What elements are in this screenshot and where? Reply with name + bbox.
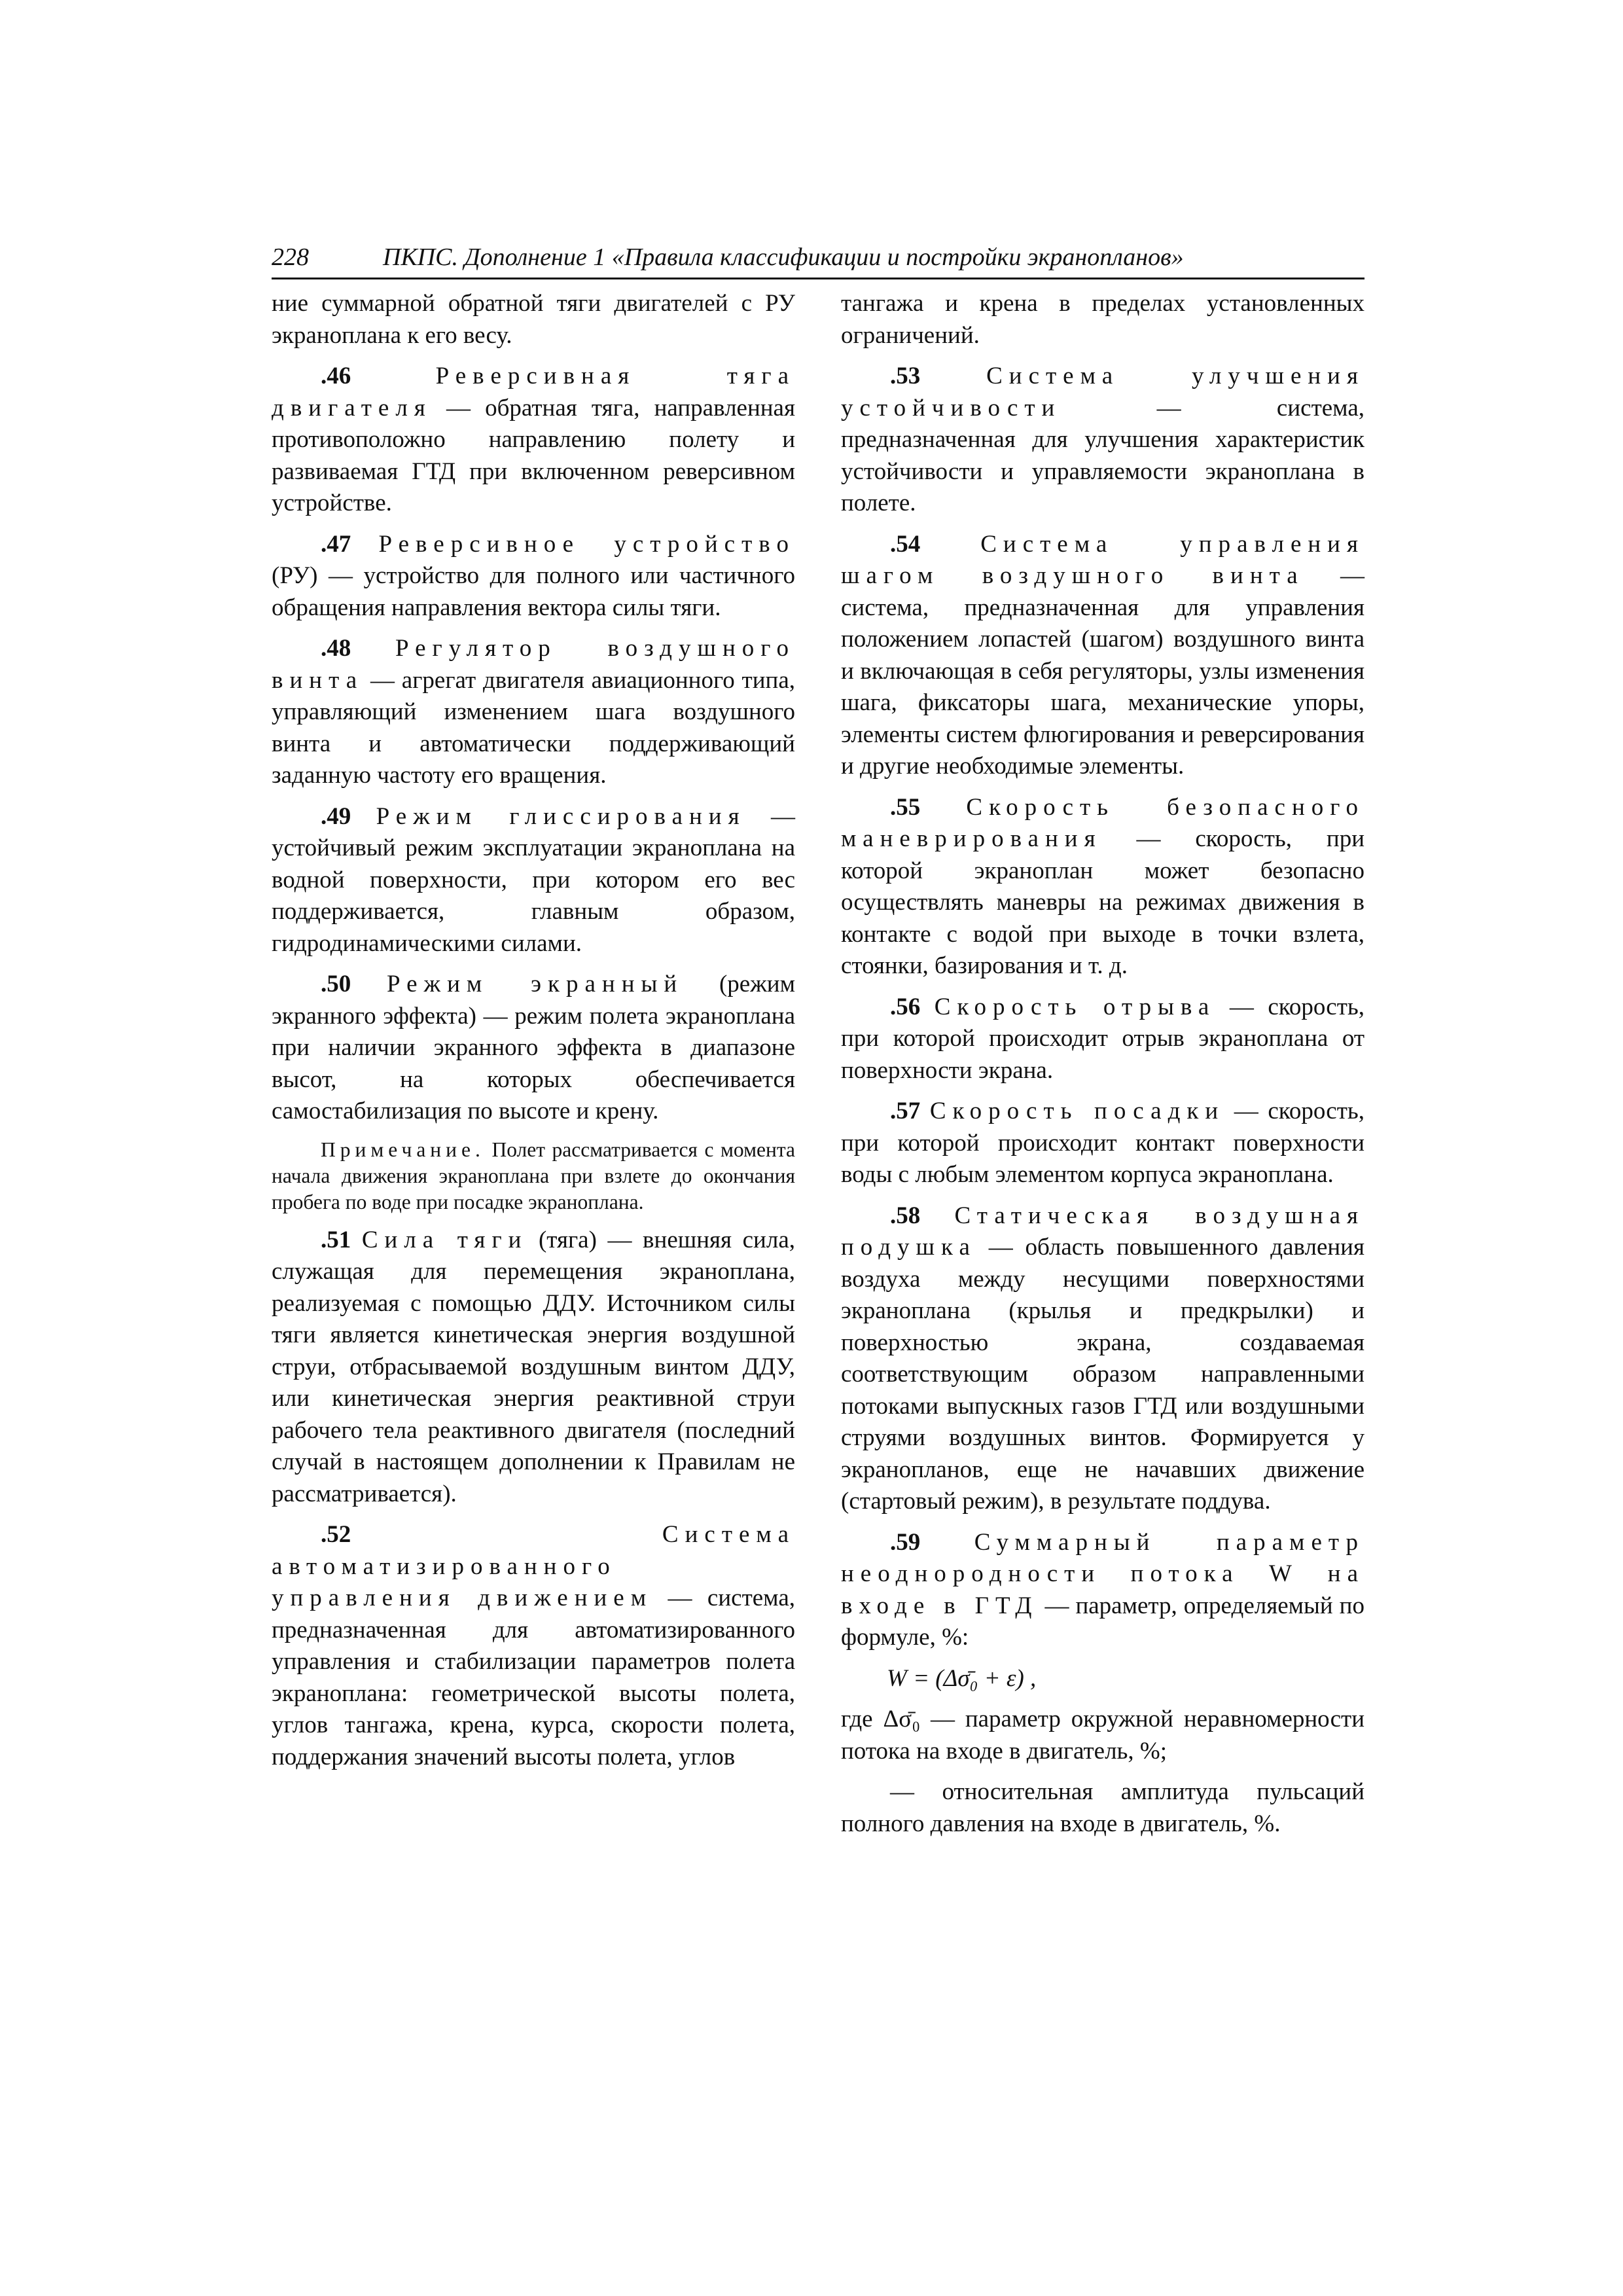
formula: W = (Δσ̄₀ + ε) , xyxy=(887,1664,1037,1692)
definition-text: (режим экранного эффекта) — режим полета экраноплана при наличии экранного эффекта в диапазоне высот, на которых обеспечивается самостабилизация по высоте и крену. xyxy=(272,971,795,1124)
definition-text: — система, предназначенная для управления положением лопастей (шагом) воздушного винта и включающая в себя регуляторы, узлы изменения шага, фиксаторы шага, механические упоры, элементы систем флюгирования и реверсирования и другие необходимые элементы. xyxy=(841,562,1365,780)
definition-49 xyxy=(272,801,795,960)
defined-term: Скорость посадки xyxy=(929,1098,1225,1124)
defined-term: Система улучшения устойчивости xyxy=(841,363,1364,422)
defined-term: Система управления шагом воздушного винта xyxy=(841,530,1364,589)
definition-58 xyxy=(841,1200,1364,1518)
defined-term: Скорость отрыва xyxy=(934,993,1216,1020)
paragraph-continuation: тангажа и крена в пределах установленных ограничений. xyxy=(841,290,1364,349)
defined-term: Сила тяги xyxy=(361,1226,528,1253)
clause-number: .57 xyxy=(890,1098,921,1124)
definition-text: — устойчивый режим эксплуатации экраноплана на водной поверхности, при котором его вес поддерживается, главным образом, гидродинамическими силами. xyxy=(272,802,795,957)
clause-number: .46 xyxy=(321,363,351,389)
definition-text: — система, предназначенная для улучшения характеристик устойчивости и управляемости экраноплана в полете. xyxy=(841,394,1364,516)
definition-59 xyxy=(841,1527,1364,1654)
paragraph-continuation: ние суммарной обратной тяги двигателей с РУ экраноплана к его весу. xyxy=(272,290,795,349)
clause-number: .55 xyxy=(890,793,921,821)
definition-53 xyxy=(841,361,1364,520)
defined-term: Режим глиссирования xyxy=(376,802,746,830)
definition-text: (тяга) — внешняя сила, служащая для перемещения экраноплана, реализуемая с помощью ДДУ. Источником силы тяги является кинетическая энергия воздушной струи, отбрасываемой воздушным винтом ДДУ, или кинетическая энергия реактивной струи рабочего тела реактивного двигателя (последний случай в настоящем дополнении к Правилам не рассматривается). xyxy=(272,1226,795,1507)
defined-term: Реверсивное устройство xyxy=(378,530,795,558)
note-text: Полет рассматривается с момента начала движения экраноплана при взлете до окончания пробега по воде при посадке экраноплана. xyxy=(272,1138,795,1213)
definition-text: — система, предназначенная для автоматизированного управления и стабилизации параметров полета экраноплана: геометрической высоты полета, углов тангажа, крена, курса, скорости полета, поддержания значений высоты полета, углов xyxy=(272,1585,795,1770)
left-column xyxy=(272,288,795,1782)
clause-number: .53 xyxy=(890,363,921,389)
definition-55 xyxy=(841,792,1364,982)
defined-term: Скорость безопасного маневрирования xyxy=(841,793,1364,852)
definition-47 xyxy=(272,529,795,624)
definition-57 xyxy=(841,1096,1364,1191)
defined-term: Суммарный параметр неоднородности потока W на входе в ГТД xyxy=(841,1528,1364,1619)
clause-number: .58 xyxy=(890,1202,921,1229)
definition-56 xyxy=(841,992,1364,1087)
page-number: 228 xyxy=(272,243,309,271)
definition-text: (РУ) — устройство для полного или частичного обращения направления вектора силы тяги. xyxy=(272,562,795,621)
definition-text: — область повышенного давления воздуха между несущими поверхностями экраноплана (крылья и предкрылки) и поверхностью экрана, создаваемая соответствующим образом направленными потоками выпускных газов ГТД или воздушными струями воздушных винтов. Формируется у экранопланов, еще не начавших движение (стартовый режим), в результате поддува. xyxy=(841,1234,1364,1515)
clause-number: .54 xyxy=(890,530,921,558)
definition-text: — обратная тяга, направленная противоположно направлению полету и развиваемая ГТД при включенном реверсивном устройстве. xyxy=(272,394,795,516)
definition-text: — агрегат двигателя авиационного типа, управляющий изменением шага воздушного винта и автоматически поддерживающий заданную частоту его вращения. xyxy=(272,666,795,789)
definition-text: — скорость, при которой происходит отрыв экраноплана от поверхности экрана. xyxy=(841,993,1365,1084)
formula-explanation-1: где Δσ̄₀ — параметр окружной неравномерности потока на входе в двигатель, %; xyxy=(841,1706,1364,1765)
note-label: Примечание. xyxy=(321,1138,485,1161)
definition-text: — скорость, при которой экраноплан может безопасно осуществлять маневры на режимах движения в контакте с водой при выходе в точки взлета, стоянки, базирования и т. д. xyxy=(841,825,1364,979)
clause-number: .50 xyxy=(321,971,351,997)
definition-46 xyxy=(272,361,795,520)
definition-52 xyxy=(272,1519,795,1773)
clause-number: .52 xyxy=(321,1521,351,1548)
note xyxy=(272,1137,795,1215)
defined-term: Регулятор воздушного винта xyxy=(272,635,796,694)
clause-number: .49 xyxy=(321,802,351,830)
defined-term: Реверсивная тяга двигателя xyxy=(272,363,796,422)
clause-number: .59 xyxy=(890,1528,921,1556)
definition-51 xyxy=(272,1225,795,1511)
definition-text: — параметр, определяемый по формуле, %: xyxy=(841,1592,1364,1651)
right-column xyxy=(841,288,1364,1849)
running-header xyxy=(272,241,1364,279)
definition-54 xyxy=(841,529,1364,783)
running-title: ПКПС. Дополнение 1 «Правила классификации и постройки экранопланов» xyxy=(383,243,1184,271)
defined-term: Система автоматизированного управления движением xyxy=(272,1521,795,1611)
clause-number: .47 xyxy=(321,530,351,558)
defined-term: Режим экранный xyxy=(387,971,684,997)
definition-48 xyxy=(272,633,795,792)
definition-50 xyxy=(272,969,795,1128)
defined-term: Статическая воздушная подушка xyxy=(841,1202,1365,1261)
clause-number: .48 xyxy=(321,635,351,662)
definition-text: — скорость, при которой происходит контакт поверхности воды с любым элементом корпуса экраноплана. xyxy=(841,1098,1364,1188)
clause-number: .51 xyxy=(321,1226,351,1253)
clause-number: .56 xyxy=(890,993,921,1020)
formula-explanation-2: — относительная амплитуда пульсаций полного давления на входе в двигатель, %. xyxy=(841,1778,1364,1837)
